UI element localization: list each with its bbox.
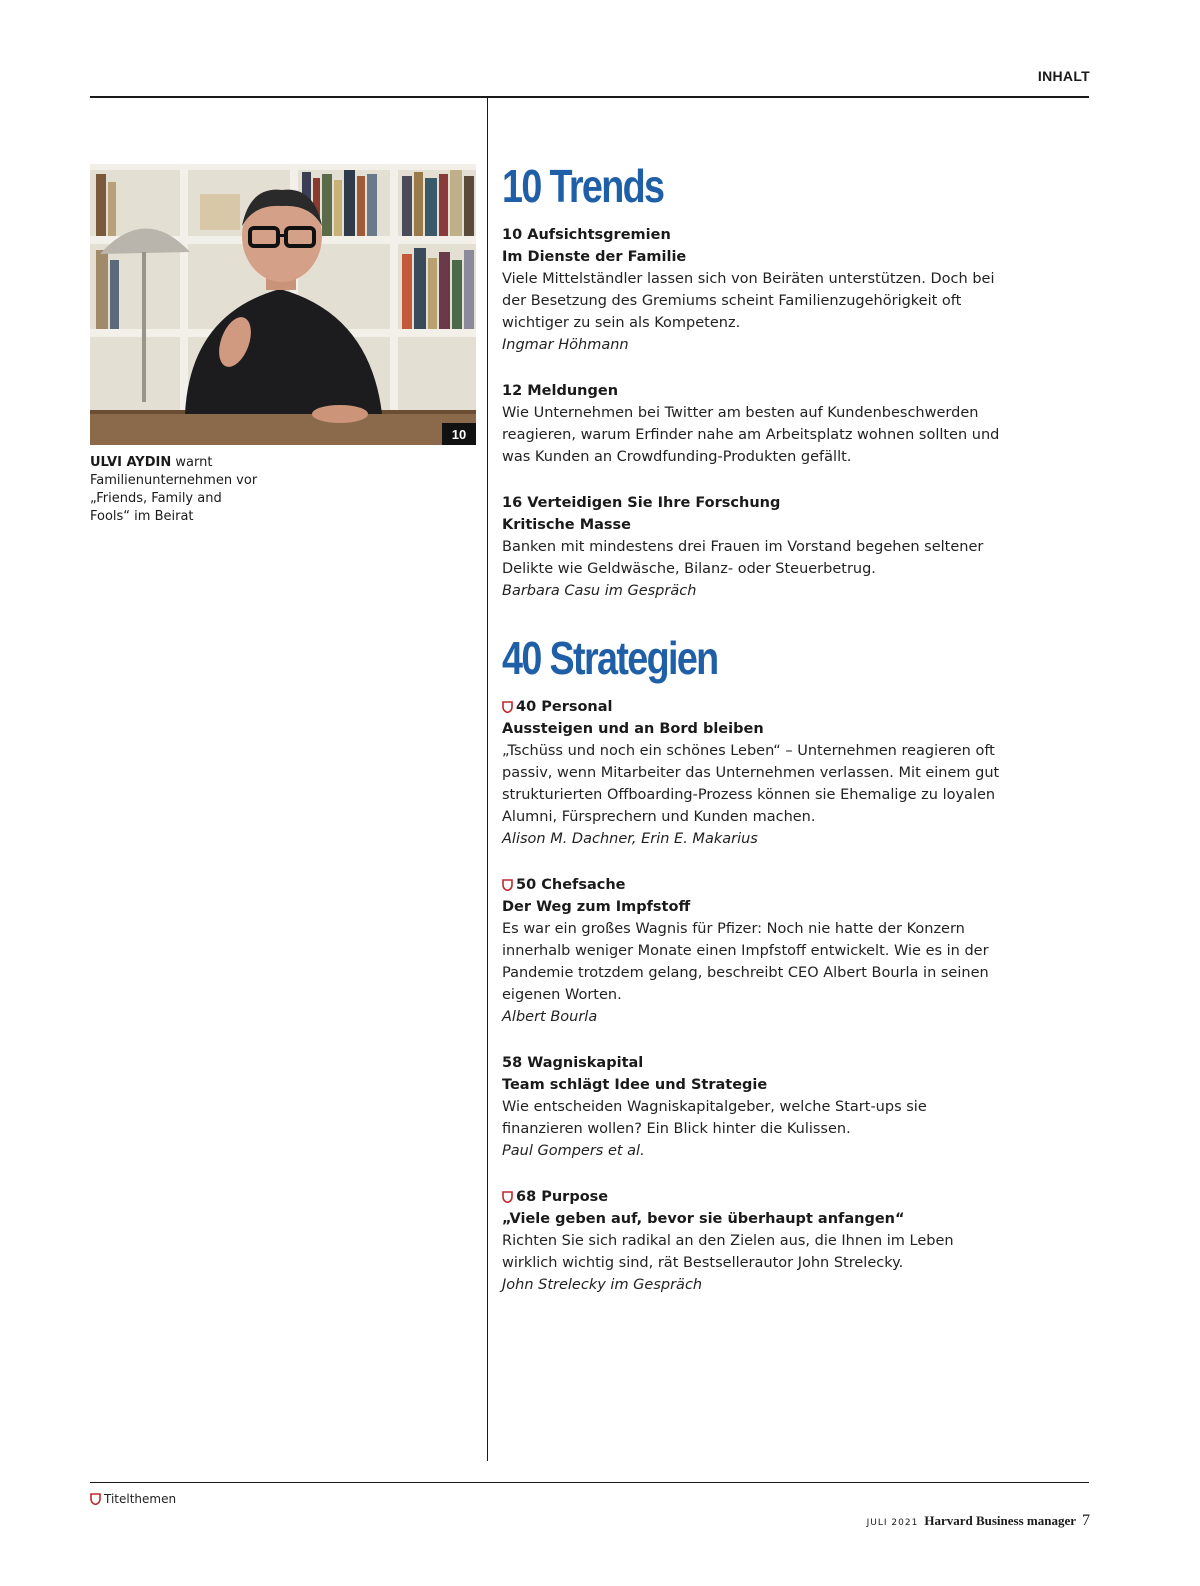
- caption-text: warnt Familienunternehmen vor „Friends, Family and Fools“ im Beirat: [90, 455, 258, 524]
- entry-kicker: 50 Chefsache: [516, 877, 626, 893]
- entry-kicker: 68 Purpose: [516, 1189, 609, 1205]
- toc-entry[interactable]: [502, 224, 1002, 356]
- section-label: INHALT: [1037, 68, 1090, 84]
- table-of-contents: [502, 160, 1002, 1320]
- top-rule: [90, 96, 1089, 98]
- toc-entry[interactable]: [502, 696, 1002, 850]
- entry-author: Alison M. Dachner, Erin E. Makarius: [502, 831, 758, 847]
- entry-headline: Der Weg zum Impfstoff: [502, 899, 691, 915]
- entry-description: Wie Unternehmen bei Twitter am besten auf Kundenbeschwerden reagieren, warum Erfinder nahe am Arbeitsplatz wohnen sollten und was Kunden an Crowdfunding-Produkten gefällt.: [502, 405, 1000, 465]
- cover-story-shield-icon: [502, 1191, 513, 1203]
- cover-story-shield-icon: [502, 879, 513, 891]
- entry-author: Ingmar Höhmann: [502, 337, 629, 353]
- cover-story-shield-icon: [90, 1493, 101, 1505]
- photo-caption: [90, 454, 260, 526]
- entry-kicker: 58 Wagniskapital: [502, 1055, 644, 1071]
- toc-entry[interactable]: [502, 1052, 1002, 1162]
- article-photo[interactable]: [90, 164, 476, 445]
- entry-headline: Aussteigen und an Bord bleiben: [502, 721, 764, 737]
- entry-kicker-row: [502, 696, 1002, 718]
- entry-author: Albert Bourla: [502, 1009, 598, 1025]
- entry-kicker: 10 Aufsichtsgremien: [502, 227, 671, 243]
- entry-headline: Kritische Masse: [502, 517, 631, 533]
- entry-description: Banken mit mindestens drei Frauen im Vorstand begehen seltener Delikte wie Geldwäsche, Bilanz- oder Steuerbetrug.: [502, 539, 984, 577]
- section-title-strategien[interactable]: 40 Strategien: [502, 632, 718, 684]
- section-title-trends[interactable]: 10 Trends: [502, 160, 664, 212]
- entry-kicker-row: [502, 1186, 1002, 1208]
- entry-description: Richten Sie sich radikal an den Zielen aus, die Ihnen im Leben wirklich wichtig sind, rät Bestsellerautor John Strelecky.: [502, 1233, 954, 1271]
- entry-kicker-row: [502, 874, 1002, 896]
- caption-name: ULVI AYDIN: [90, 455, 172, 470]
- issue-date: JULI 2021: [866, 1518, 919, 1528]
- entry-description: Wie entscheiden Wagniskapitalgeber, welche Start-ups sie finanzieren wollen? Ein Blick hinter die Kulissen.: [502, 1099, 927, 1137]
- page-number: 7: [1082, 1512, 1090, 1529]
- entry-kicker: 12 Meldungen: [502, 383, 619, 399]
- column-divider: [487, 96, 488, 1461]
- toc-entry[interactable]: [502, 874, 1002, 1028]
- toc-entry[interactable]: [502, 380, 1002, 468]
- entry-author: Paul Gompers et al.: [502, 1143, 645, 1159]
- entry-description: Es war ein großes Wagnis für Pfizer: Noch nie hatte der Konzern innerhalb weniger Monate einen Impfstoff entwickelt. Wie es in der Pandemie trotzdem gelang, beschreibt CEO Albert Bourla in seinen eigenen Worten.: [502, 921, 989, 1003]
- cover-story-shield-icon: [502, 701, 513, 713]
- entry-headline: Im Dienste der Familie: [502, 249, 687, 265]
- bottom-rule: [90, 1482, 1089, 1483]
- entry-headline: „Viele geben auf, bevor sie überhaupt anfangen“: [502, 1211, 905, 1227]
- entry-author: Barbara Casu im Gespräch: [502, 583, 697, 599]
- page-footer: [867, 1512, 1090, 1530]
- entry-kicker: 40 Personal: [516, 699, 613, 715]
- legend-label: Titelthemen: [104, 1492, 177, 1506]
- photo-page-badge: 10: [442, 423, 476, 445]
- entry-headline: Team schlägt Idee und Strategie: [502, 1077, 768, 1093]
- entry-description: Viele Mittelständler lassen sich von Beiräten unterstützen. Doch bei der Besetzung des Gremiums scheint Familienzugehörigkeit oft wichtiger zu sein als Kompetenz.: [502, 271, 995, 331]
- toc-entry[interactable]: [502, 492, 1002, 602]
- magazine-brand: Harvard Business manager: [924, 1513, 1076, 1528]
- entry-description: „Tschüss und noch ein schönes Leben“ – Unternehmen reagieren oft passiv, wenn Mitarbeiter das Unternehmen verlassen. Mit einem gut strukturierten Offboarding-Prozess können sie Ehemalige zu loyalen Alumni, Fürsprechern und Kunden machen.: [502, 743, 1000, 825]
- cover-story-legend: [90, 1492, 176, 1506]
- toc-entry[interactable]: [502, 1186, 1002, 1296]
- portrait-illustration: [90, 164, 476, 445]
- entry-author: John Strelecky im Gespräch: [502, 1277, 703, 1293]
- entry-kicker: 16 Verteidigen Sie Ihre Forschung: [502, 495, 781, 511]
